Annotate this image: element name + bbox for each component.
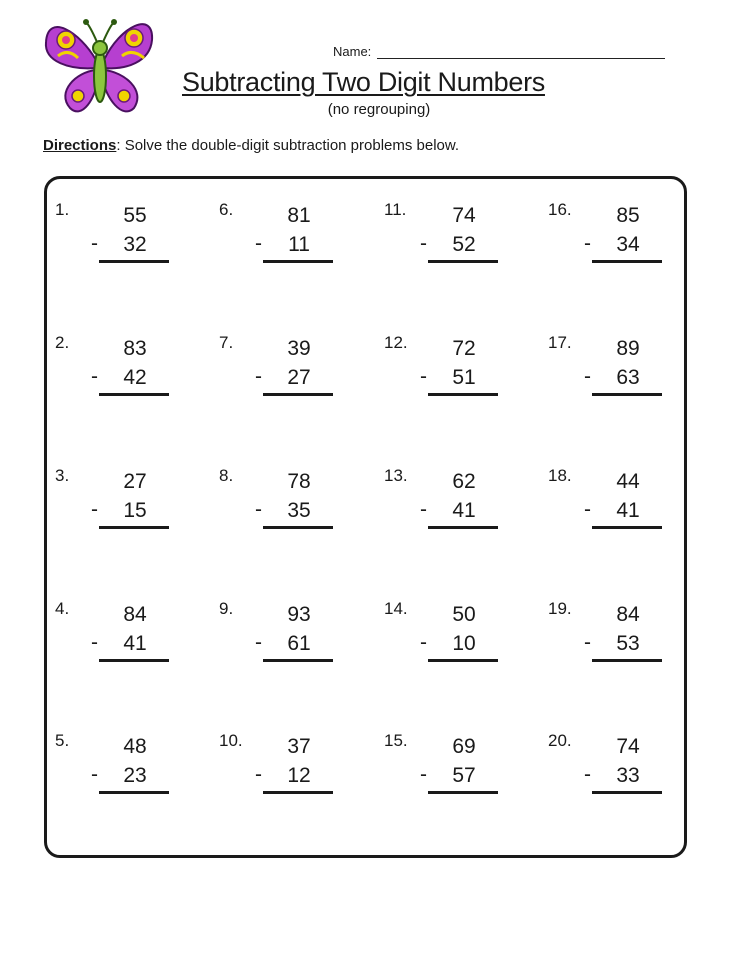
problem-number: 11. xyxy=(384,200,407,219)
answer-line[interactable] xyxy=(592,659,662,662)
minuend: 48 xyxy=(123,735,147,758)
subtraction-problem xyxy=(55,200,185,290)
minuend: 93 xyxy=(287,603,311,626)
minuend: 74 xyxy=(616,735,640,758)
answer-line[interactable] xyxy=(263,260,333,263)
minuend: 74 xyxy=(452,204,476,227)
butterfly-antenna-tip xyxy=(83,19,89,25)
problem-number: 19. xyxy=(548,599,572,618)
answer-line[interactable] xyxy=(263,526,333,529)
directions xyxy=(43,137,459,154)
minus-sign: - xyxy=(584,232,591,255)
subtraction-problem xyxy=(55,333,185,423)
minuend: 62 xyxy=(452,470,476,493)
minus-sign: - xyxy=(420,498,427,521)
problem-number: 7. xyxy=(219,333,234,352)
minuend: 72 xyxy=(452,337,476,360)
problem-number: 12. xyxy=(384,333,408,352)
problem-number: 2. xyxy=(55,333,70,352)
answer-line[interactable] xyxy=(592,526,662,529)
subtraction-problem xyxy=(55,599,185,689)
answer-line[interactable] xyxy=(428,526,498,529)
problem-number: 17. xyxy=(548,333,572,352)
problem-number: 9. xyxy=(219,599,234,618)
subtrahend: 41 xyxy=(616,499,640,522)
page-title: Subtracting Two Digit Numbers xyxy=(182,67,545,97)
problem-number: 6. xyxy=(219,200,234,219)
minuend: 85 xyxy=(616,204,640,227)
butterfly-spot xyxy=(130,34,138,42)
problem-number: 8. xyxy=(219,466,234,485)
subtrahend: 23 xyxy=(123,764,147,787)
answer-line[interactable] xyxy=(592,791,662,794)
minus-sign: - xyxy=(91,631,98,654)
butterfly-antenna xyxy=(103,22,114,42)
minus-sign: - xyxy=(255,498,262,521)
subtrahend: 41 xyxy=(452,499,476,522)
minus-sign: - xyxy=(255,631,262,654)
minus-sign: - xyxy=(584,763,591,786)
subtraction-problem xyxy=(384,731,514,821)
answer-line[interactable] xyxy=(99,393,169,396)
answer-line[interactable] xyxy=(99,260,169,263)
butterfly-antenna xyxy=(86,22,97,42)
subtrahend: 34 xyxy=(616,233,640,256)
subtrahend: 41 xyxy=(123,632,147,655)
minuend: 44 xyxy=(616,470,640,493)
problem-number: 10. xyxy=(219,731,243,750)
answer-line[interactable] xyxy=(99,791,169,794)
subtrahend: 35 xyxy=(287,499,311,522)
subtrahend: 51 xyxy=(452,366,476,389)
problem-number: 15. xyxy=(384,731,408,750)
subtrahend: 63 xyxy=(616,366,640,389)
problem-number: 3. xyxy=(55,466,70,485)
answer-line[interactable] xyxy=(428,791,498,794)
minuend: 84 xyxy=(616,603,640,626)
answer-line[interactable] xyxy=(99,659,169,662)
answer-line[interactable] xyxy=(99,526,169,529)
problem-number: 13. xyxy=(384,466,408,485)
answer-line[interactable] xyxy=(263,791,333,794)
minus-sign: - xyxy=(584,631,591,654)
subtrahend: 10 xyxy=(452,632,476,655)
minuend: 89 xyxy=(616,337,640,360)
answer-line[interactable] xyxy=(428,393,498,396)
answer-line[interactable] xyxy=(263,659,333,662)
subtraction-problem xyxy=(384,466,514,556)
butterfly-head xyxy=(93,41,107,55)
subtrahend: 33 xyxy=(616,764,640,787)
problem-number: 16. xyxy=(548,200,572,219)
minus-sign: - xyxy=(420,365,427,388)
subtraction-problem xyxy=(219,731,349,821)
subtraction-problem xyxy=(55,466,185,556)
name-underline[interactable] xyxy=(377,46,665,59)
subtraction-problem xyxy=(55,731,185,821)
minus-sign: - xyxy=(91,365,98,388)
minus-sign: - xyxy=(255,365,262,388)
subtraction-problem xyxy=(219,599,349,689)
minuend: 84 xyxy=(123,603,147,626)
minuend: 69 xyxy=(452,735,476,758)
page-subtitle: (no regrouping) xyxy=(327,101,431,118)
minus-sign: - xyxy=(91,763,98,786)
answer-line[interactable] xyxy=(263,393,333,396)
problem-number: 20. xyxy=(548,731,572,750)
minus-sign: - xyxy=(420,232,427,255)
subtraction-problem xyxy=(384,599,514,689)
answer-line[interactable] xyxy=(428,260,498,263)
subtraction-problem xyxy=(384,200,514,290)
subtraction-problem xyxy=(548,333,678,423)
directions-label: Directions xyxy=(43,137,117,154)
minuend: 83 xyxy=(123,337,147,360)
minuend: 78 xyxy=(287,470,311,493)
answer-line[interactable] xyxy=(592,260,662,263)
minus-sign: - xyxy=(584,365,591,388)
problem-number: 5. xyxy=(55,731,70,750)
minuend: 81 xyxy=(287,204,311,227)
problem-number: 14. xyxy=(384,599,408,618)
minus-sign: - xyxy=(91,232,98,255)
butterfly-body xyxy=(94,50,106,102)
subtrahend: 11 xyxy=(288,233,310,256)
answer-line[interactable] xyxy=(428,659,498,662)
subtraction-problem xyxy=(548,466,678,556)
problem-number: 1. xyxy=(55,200,70,219)
subtrahend: 52 xyxy=(452,233,476,256)
subtrahend: 61 xyxy=(287,632,311,655)
subtrahend: 27 xyxy=(287,366,311,389)
subtraction-problem xyxy=(548,731,678,821)
minus-sign: - xyxy=(420,763,427,786)
directions-text: : Solve the double-digit subtraction problems below. xyxy=(116,137,460,154)
name-field[interactable] xyxy=(333,44,665,59)
minuend: 37 xyxy=(287,735,311,758)
subtraction-problem xyxy=(219,200,349,290)
answer-line[interactable] xyxy=(592,393,662,396)
minuend: 27 xyxy=(123,470,147,493)
subtrahend: 57 xyxy=(452,764,476,787)
subtraction-problem xyxy=(219,466,349,556)
subtrahend: 53 xyxy=(616,632,640,655)
name-label: Name: xyxy=(333,44,372,59)
minus-sign: - xyxy=(255,232,262,255)
subtrahend: 42 xyxy=(123,366,147,389)
butterfly-antenna-tip xyxy=(111,19,117,25)
minus-sign: - xyxy=(584,498,591,521)
minuend: 50 xyxy=(452,603,476,626)
problems-box xyxy=(44,176,687,858)
subtraction-problem xyxy=(548,200,678,290)
problem-number: 4. xyxy=(55,599,70,618)
minus-sign: - xyxy=(91,498,98,521)
subtrahend: 12 xyxy=(287,764,311,787)
butterfly-spot xyxy=(62,36,70,44)
subtraction-problem xyxy=(219,333,349,423)
subtraction-problem xyxy=(548,599,678,689)
subtrahend: 32 xyxy=(123,233,147,256)
minus-sign: - xyxy=(255,763,262,786)
minus-sign: - xyxy=(420,631,427,654)
subtrahend: 15 xyxy=(123,499,147,522)
minuend: 55 xyxy=(123,204,147,227)
problem-number: 18. xyxy=(548,466,572,485)
minuend: 39 xyxy=(287,337,311,360)
subtraction-problem xyxy=(384,333,514,423)
